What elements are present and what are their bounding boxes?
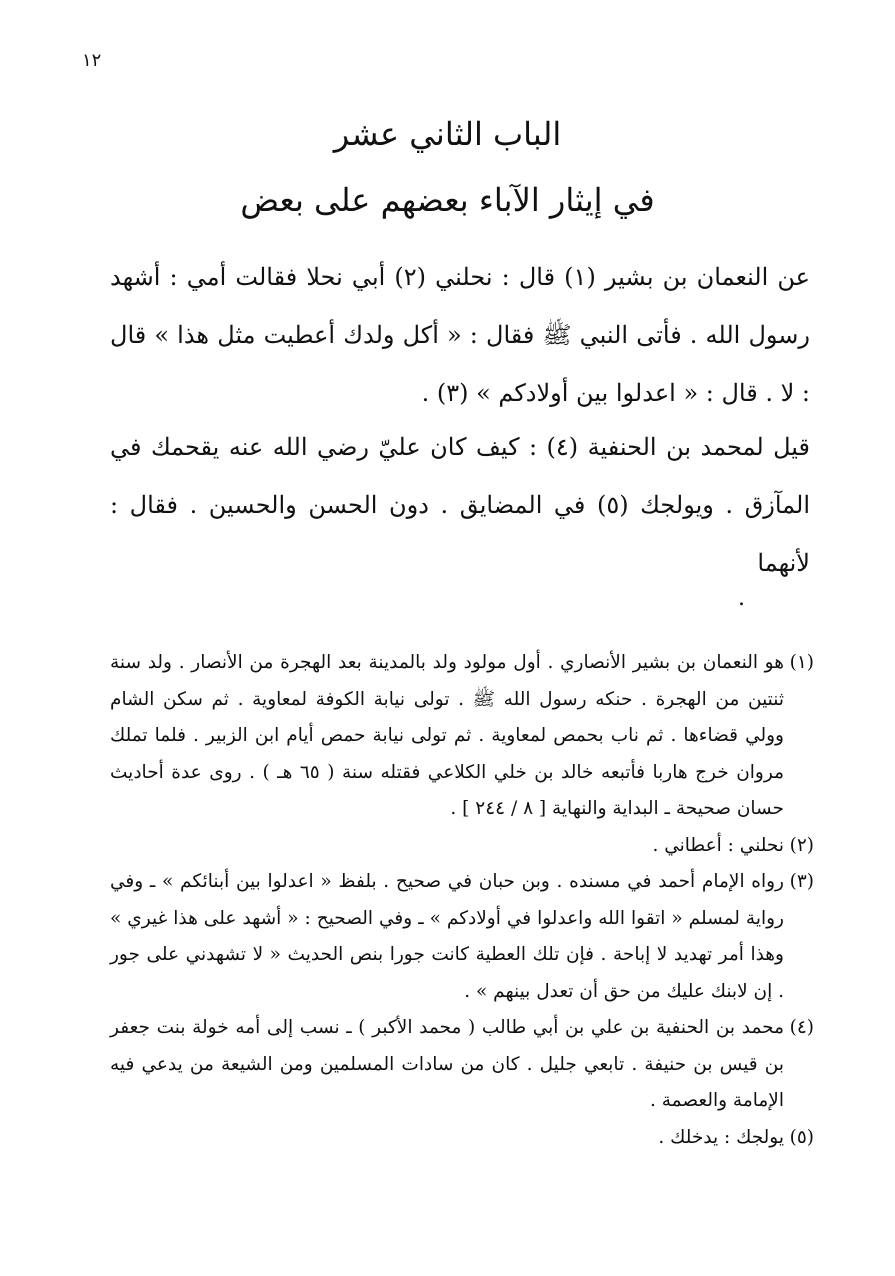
main-paragraph-2: قيل لمحمد بن الحنفية (٤) : كيف كان عليّ رضي الله عنه يقحمك في المآزق . ويولجك (٥) في المضايق . دون الحسن والحسين . فقال : لأنهما — [110, 433, 810, 577]
footnote-text: نحلني : أعطاني . — [652, 834, 784, 856]
footnote-text: هو النعمان بن بشير الأنصاري . أول مولود ولد بالمدينة بعد الهجرة من الأنصار . ولد سنة ثنتين من الهجرة . حنكه رسول الله ﷺ . تولى نيابة الكوفة لمعاوية . ثم سكن الشام وولي قضاءها . ثم ناب بحمص لمعاوية . ثم تولى نيابة حمص أيام ابن الزبير . فلما تملك مروان خرج هاربا فأتبعه خالد بن خلي الكلاعي فقتله سنة ( ٦٥ هـ ) . روى عدة أحاديث حسان صحيحة ـ البداية والنهاية [ ٨ / ٢٤٤ ] . — [110, 652, 784, 819]
footnote-number: (٢) — [789, 834, 814, 856]
footnote-3 — [110, 864, 814, 1010]
chapter-title: الباب الثاني عشر — [333, 115, 562, 153]
footnote-1 — [110, 645, 814, 828]
footnote-2 — [110, 828, 814, 865]
separator-dot: . — [738, 586, 745, 611]
footnote-number: (١) — [789, 652, 814, 673]
footnote-text: رواه الإمام أحمد في مسنده . وبن حبان في صحيح . بلفظ « اعدلوا بين أبنائكم » ـ وفي رواية لمسلم « اتقوا الله واعدلوا في أولادكم » ـ وفي الصحيح : « أشهد على هذا غيري » وهذا أمر تهديد لا إباحة . فإن تلك العطية كانت جورا بنص الحديث « لا تشهدني على جور . إن لابنك عليك من حق أن تعدل بينهم » . — [110, 871, 784, 1002]
chapter-subtitle: في إيثار الآباء بعضهم على بعض — [240, 181, 655, 219]
footnote-5 — [110, 1120, 814, 1157]
footnote-number: (٣) — [789, 871, 814, 892]
footnote-number: (٤) — [789, 1017, 814, 1038]
footnote-text: يولجك : يدخلك . — [658, 1126, 784, 1148]
footnotes-section — [110, 645, 814, 1156]
main-paragraph-1: عن النعمان بن بشير (١) قال : نحلني (٢) أبي نحلا فقالت أمي : أشهد رسول الله . فأتى النبي ﷺ فقال : « أكل ولدك أعطيت مثل هذا » قال : لا . قال : « اعدلوا بين أولادكم » (٣) . — [110, 263, 810, 407]
page-number: ١٢ — [82, 50, 102, 71]
footnote-text: محمد بن الحنفية بن علي بن أبي طالب ( محمد الأكبر ) ـ نسب إلى أمه خولة بنت جعفر بن قيس بن حنيفة . تابعي جليل . كان من سادات المسلمين ومن الشيعة من يدعي فيه الإمامة والعصمة . — [110, 1017, 784, 1111]
footnote-4 — [110, 1010, 814, 1120]
footnote-number: (٥) — [789, 1126, 814, 1148]
